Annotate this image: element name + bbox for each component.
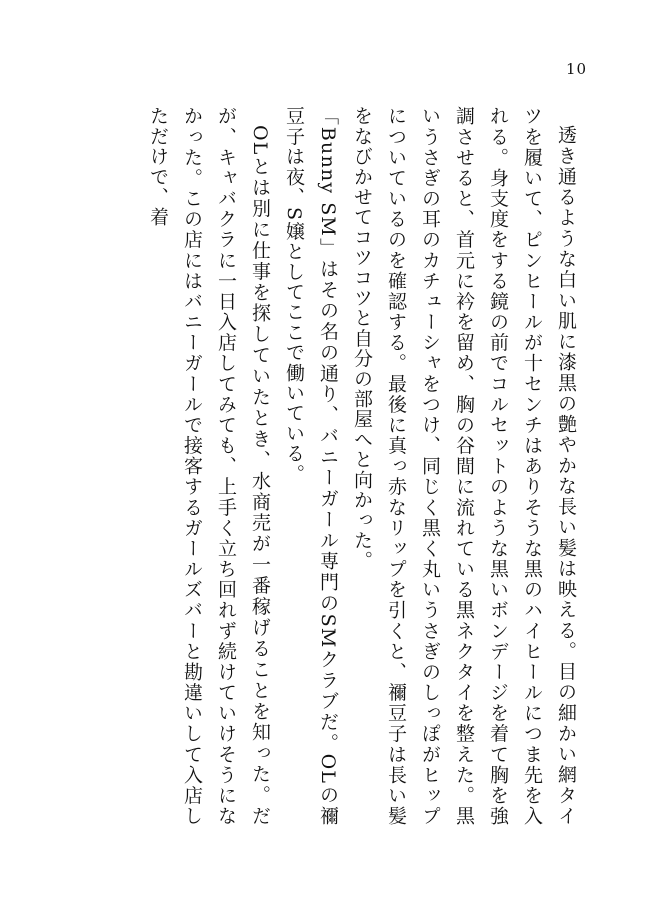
paragraph-3: OLとは別に仕事を探していたとき、水商売が一番稼げることを知った。だが、キャバクラに一日入店してみても、上手く立ち回れず続けていけそうになかった。この店にはバニーガールで接客するガールズバーと勘違いして入店しただけで、着 [147,106,271,826]
page-number: 10 [566,60,588,78]
paragraph-1: 透き通るような白い肌に漆黒の艶やかな長い髪は映える。目の細かい網タイツを履いて、ピンヒールが十センチはありそうな黒のハイヒールにつま先を入れる。身支度をする鏡の前でコルセットのような黒いボンデージを着て胸を強調させると、首元に衿を留め、胸の谷間に流れている黒ネクタイを整えた。黒いうさぎの耳のカチューシャをつけ、同じく黒く丸いうさぎのしっぽがヒップについているのを確認する。最後に真っ赤なリップを引くと、禰豆子は長い髪をなびかせてコツコツと自分の部屋へと向かった。 [351,106,577,826]
paragraph-2: 「Bunny SM」はその名の通り、バニーガール専門のSMクラブだ。OLの禰豆子は夜、S嬢としてここで働いている。 [283,106,339,826]
body-text [63,106,583,826]
